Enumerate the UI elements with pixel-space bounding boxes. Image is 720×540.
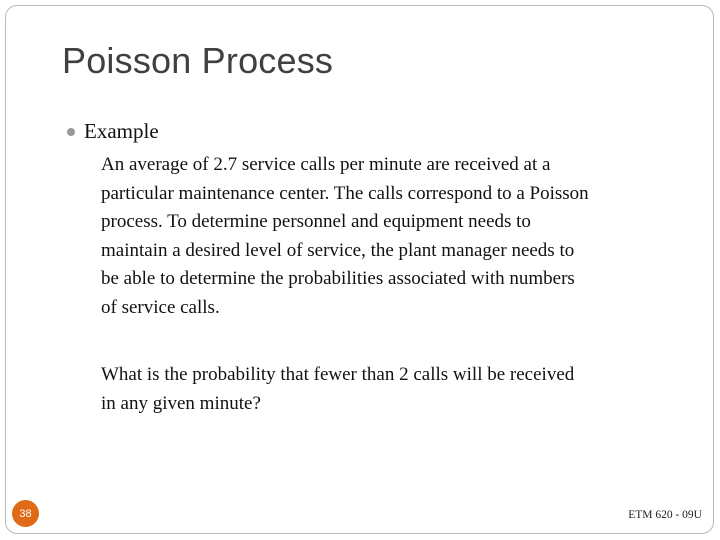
question-line: What is the probability that fewer than 2 calls will be received — [101, 364, 575, 385]
bullet-label: Example — [84, 119, 159, 143]
bullet-dot-icon — [67, 128, 75, 136]
example-paragraph — [101, 151, 681, 323]
slide-number-badge: 38 — [12, 500, 39, 527]
paragraph-line: particular maintenance center. The calls correspond to a Poisson — [101, 182, 589, 204]
paragraph-line: maintain a desired level of service, the plant manager needs to — [101, 239, 575, 261]
paragraph-line: An average of 2.7 service calls per minute are received at a — [101, 154, 551, 175]
paragraph-line: process. To determine personnel and equipment needs to — [101, 211, 531, 233]
slide-title: Poisson Process — [62, 40, 334, 81]
paragraph-line: of service calls. — [101, 296, 220, 318]
paragraph-line: be able to determine the probabilities associated with numbers — [101, 268, 575, 290]
question-paragraph — [101, 361, 681, 418]
question-line: in any given minute? — [101, 392, 261, 414]
footer-text: ETM 620 - 09U — [628, 509, 702, 521]
